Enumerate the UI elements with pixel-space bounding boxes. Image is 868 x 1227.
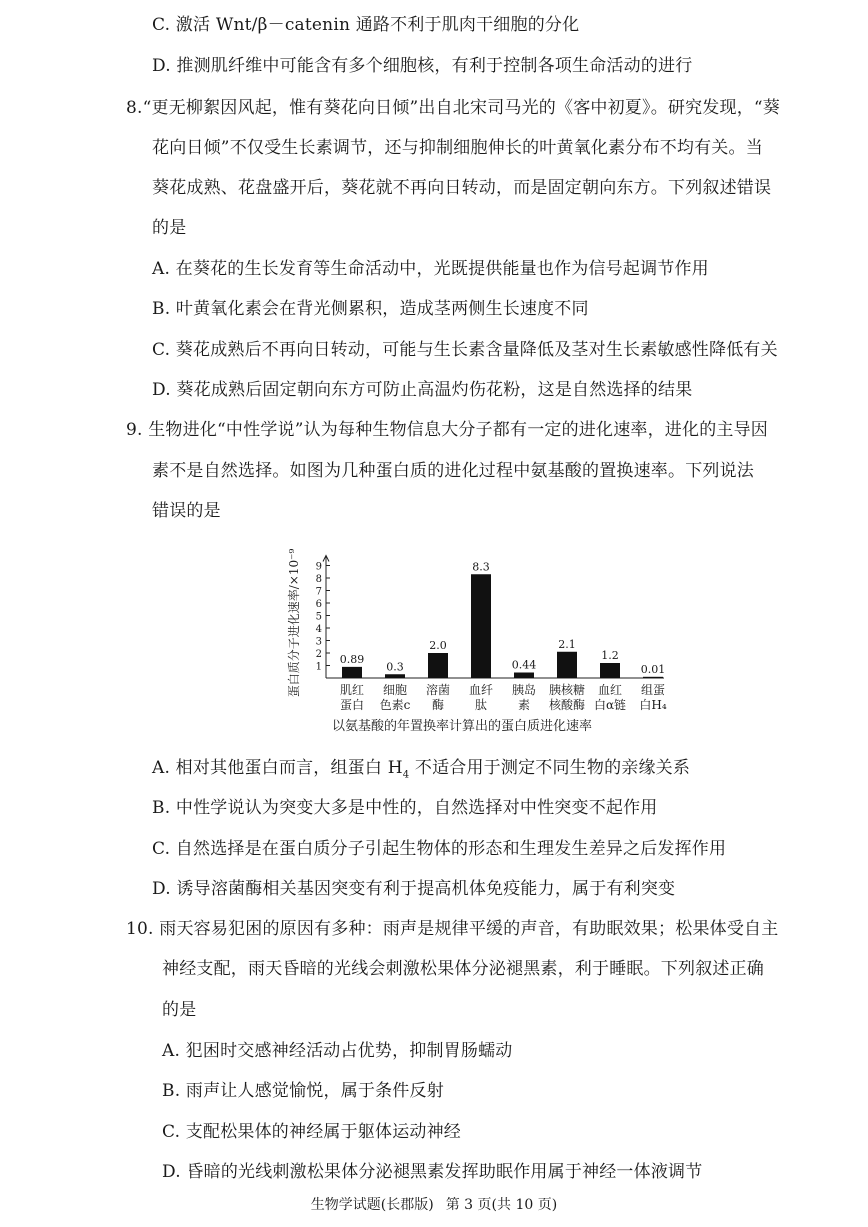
q9-option-a-post: 不适合用于测定不同生物的亲缘关系 (409, 758, 691, 778)
q10-stem-line2: 神经支配，雨天昏暗的光线会刺激松果体分泌褪黑素，利于睡眠。下列叙述正确 (162, 959, 764, 979)
q8-option-c: C. 葵花成熟后不再向日转动，可能与生长素含量降低及茎对生长素敏感性降低有关 (152, 340, 778, 360)
bar-value-label: 1.2 (601, 649, 619, 662)
bar (600, 663, 620, 678)
protein-evolution-rate-chart (284, 540, 674, 718)
category-label: 白H₄ (639, 698, 667, 712)
q9-option-a-sub: 4 (402, 769, 410, 781)
footer-subject: 生物学试题(长郡版) (310, 1197, 434, 1213)
y-tick-label: 8 (315, 574, 322, 585)
bar-value-label: 0.3 (386, 660, 404, 674)
q10-option-d: D. 昏暗的光线刺激松果体分泌褪黑素发挥助眠作用属于神经一体液调节 (162, 1162, 703, 1182)
y-tick-label: 4 (315, 624, 322, 635)
q9-option-d: D. 诱导溶菌酶相关基因突变有利于提高机体免疫能力，属于有利突变 (152, 879, 676, 899)
bar-value-label: 0.01 (640, 662, 666, 676)
category-label: 溶菌 (425, 683, 451, 697)
category-label: 素 (517, 698, 531, 712)
category-label: 胰核糖 (548, 683, 586, 697)
q10-stem-line1: 10. 雨天容易犯困的原因有多种：雨声是规律平缓的声音，有助眠效果；松果体受自主 (126, 919, 779, 939)
q7-option-d: D. 推测肌纤维中可能含有多个细胞核，有利于控制各项生命活动的进行 (152, 56, 693, 76)
category-label: 胰岛 (511, 683, 537, 697)
bar (557, 652, 577, 678)
q9-option-b: B. 中性学说认为突变大多是中性的，自然选择对中性突变不起作用 (152, 798, 658, 818)
q9-stem-line1: 9. 生物进化“中性学说”认为每种生物信息大分子都有一定的进化速率，进化的主导因 (126, 420, 769, 440)
bar (342, 667, 362, 678)
chart-caption: 以氨基酸的年置换率计算出的蛋白质进化速率 (332, 719, 593, 734)
footer-page: 第 3 页(共 10 页) (445, 1197, 558, 1213)
category-label: 蛋白 (339, 698, 365, 712)
q9-option-a-pre: A. 相对其他蛋白而言，组蛋白 H (152, 758, 403, 778)
bar-value-label: 0.44 (511, 658, 537, 672)
q7-option-c: C. 激活 Wnt/β－catenin 通路不利于肌肉干细胞的分化 (152, 15, 580, 35)
q10-option-b: B. 雨声让人感觉愉悦，属于条件反射 (162, 1081, 444, 1101)
y-tick-label: 5 (315, 611, 322, 623)
category-label: 酶 (431, 698, 445, 712)
q10-option-a: A. 犯困时交感神经活动占优势，抑制胃肠蠕动 (162, 1041, 513, 1061)
y-tick-label: 3 (315, 636, 322, 648)
q8-stem-line4: 的是 (152, 218, 187, 238)
q10-option-c: C. 支配松果体的神经属于躯体运动神经 (162, 1122, 462, 1142)
category-label: 核酸酶 (548, 698, 586, 712)
q9-stem-line2: 素不是自然选择。如图为几种蛋白质的进化过程中氨基酸的置换速率。下列说法 (152, 461, 754, 481)
category-label: 血纤 (468, 683, 494, 697)
q8-stem-line2: 花向日倾”不仅受生长素调节，还与抑制细胞伸长的叶黄氧化素分布不均有关。当 (152, 138, 763, 158)
category-label: 色素c (379, 698, 411, 712)
bar (471, 574, 491, 678)
chart-labels (340, 560, 667, 712)
bar-value-label: 0.89 (339, 652, 365, 666)
category-label: 白α链 (593, 698, 627, 712)
bar-value-label: 2.1 (558, 637, 576, 651)
category-label: 细胞 (382, 683, 408, 697)
bar (514, 673, 534, 679)
y-tick-label: 7 (315, 586, 322, 598)
category-label: 肽 (474, 698, 488, 712)
category-label: 血红 (597, 683, 623, 697)
q9-stem-line3: 错误的是 (152, 501, 221, 521)
bar (428, 653, 448, 678)
q8-option-d: D. 葵花成熟后固定朝向东方可防止高温灼伤花粉，这是自然选择的结果 (152, 380, 693, 400)
q8-stem-line1: 8.“更无柳絮因风起，惟有葵花向日倾”出自北宋司马光的《客中初夏》。研究发现，“葵 (126, 98, 780, 118)
q8-option-a: A. 在葵花的生长发育等生命活动中，光既提供能量也作为信号起调节作用 (152, 259, 709, 279)
q9-option-a (152, 757, 690, 786)
q8-option-b: B. 叶黄氧化素会在背光侧累积，造成茎两侧生长速度不同 (152, 299, 589, 319)
y-tick-label: 1 (315, 661, 322, 673)
y-axis-label: 蛋白质分子进化速率/×10⁻⁹ (287, 548, 301, 698)
bar-value-label: 8.3 (472, 560, 490, 574)
q10-stem-line3: 的是 (162, 1000, 197, 1020)
q9-option-c: C. 自然选择是在蛋白质分子引起生物体的形态和生理发生差异之后发挥作用 (152, 839, 727, 859)
bar-value-label: 2.0 (429, 639, 447, 652)
bar (385, 674, 405, 678)
y-tick-label: 6 (315, 599, 322, 610)
category-label: 组蛋 (640, 683, 666, 697)
q8-stem-line3: 葵花成熟、花盘盛开后，葵花就不再向日转动，而是固定朝向东方。下列叙述错误 (152, 178, 772, 198)
y-tick-label: 2 (315, 649, 322, 660)
bar (643, 677, 663, 678)
y-tick-label: 9 (315, 561, 322, 573)
category-label: 肌红 (339, 683, 365, 697)
page-footer (0, 1196, 868, 1214)
